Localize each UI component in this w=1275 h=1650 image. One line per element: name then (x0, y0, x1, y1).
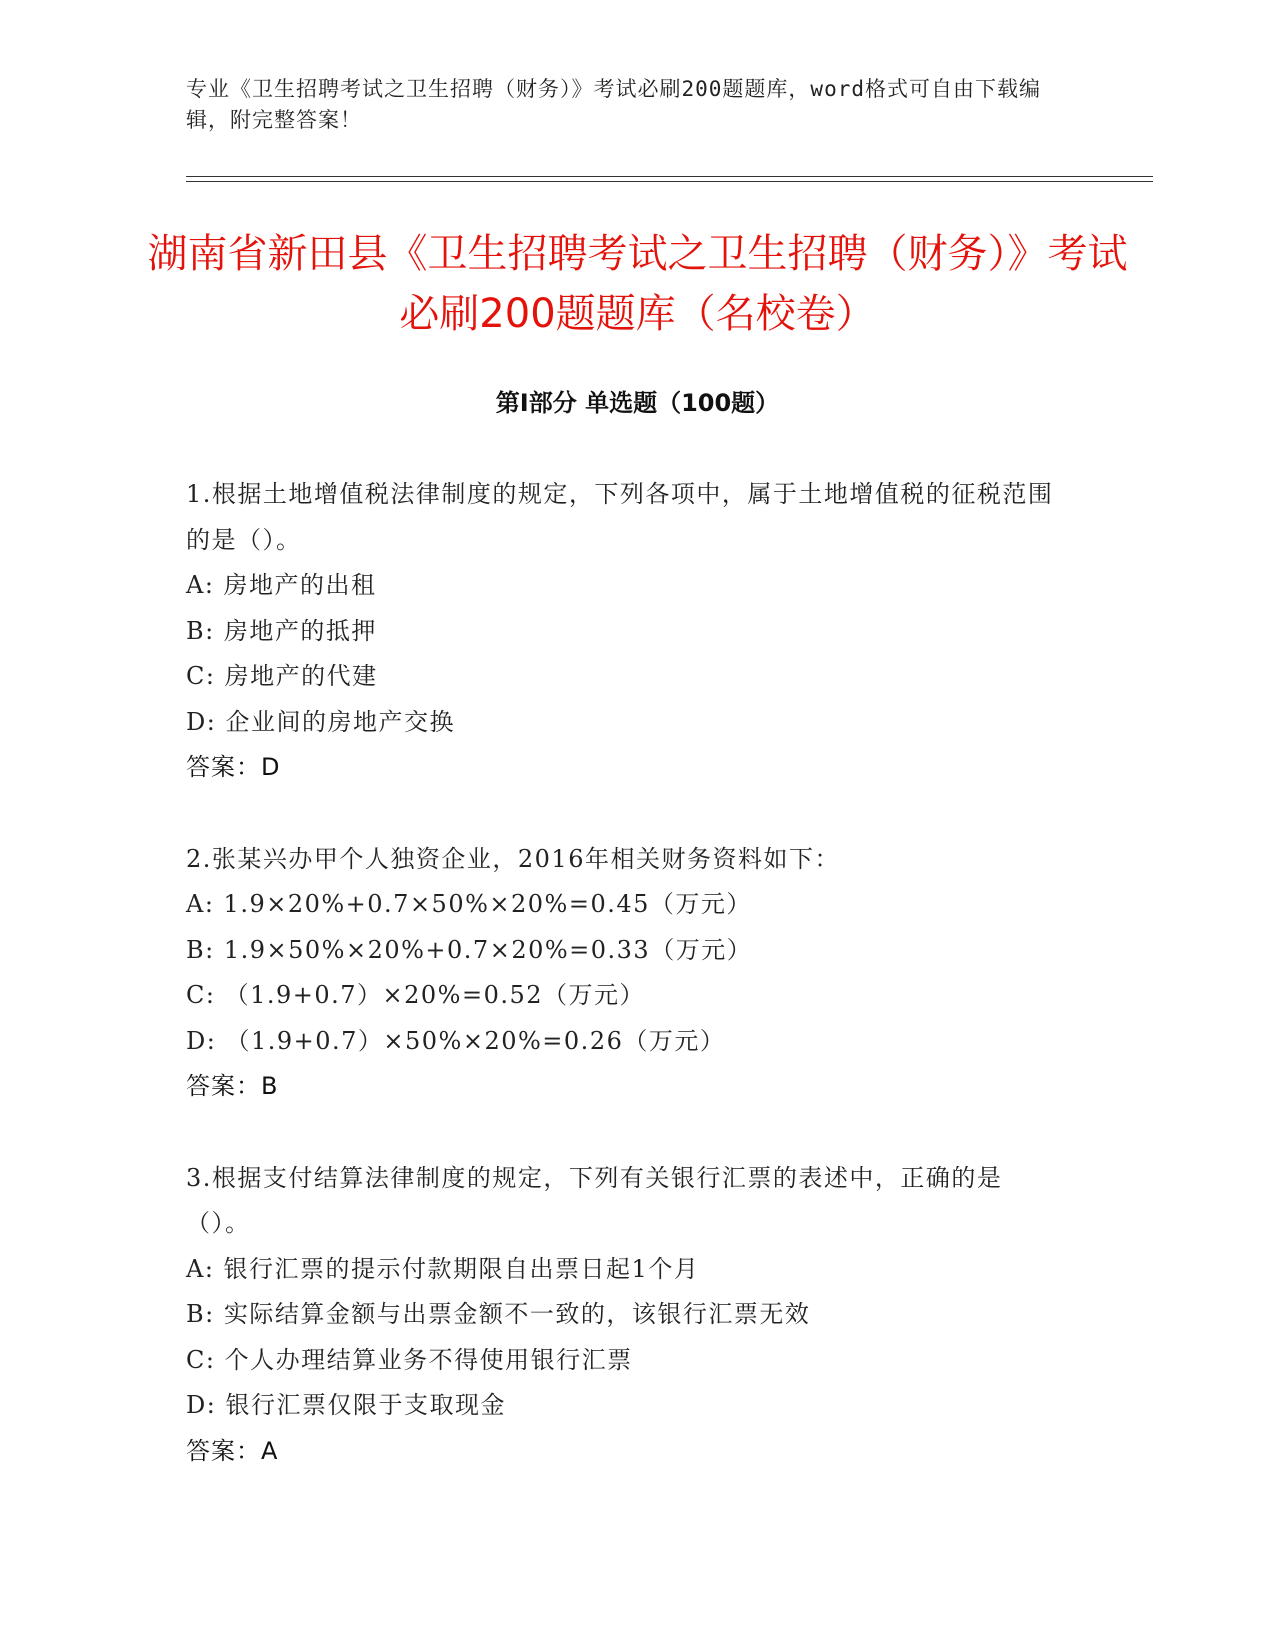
option-c: C: （1.9+0.7）×20%=0.52（万元） (186, 981, 646, 1009)
header-divider-bottom (186, 181, 1153, 182)
section-heading: 第I部分 单选题（100题） (495, 389, 780, 417)
document-title: 湖南省新田县《卫生招聘考试之卫生招聘（财务）》考试必刷200题题库（名校卷） (147, 231, 1128, 337)
option-a: A: 1.9×20%+0.7×50%×20%=0.45（万元） (186, 890, 752, 918)
answer: 答案：B (186, 1072, 279, 1100)
question-3 (186, 1156, 1066, 1475)
header-note: 专业《卫生招聘考试之卫生招聘（财务）》考试必刷200题题库，word格式可自由下载编辑，附完整答案！ (186, 77, 1041, 132)
option-c: C: 个人办理结算业务不得使用银行汇票 (186, 1345, 633, 1374)
question-list (186, 472, 1066, 1520)
option-d: D: （1.9+0.7）×50%×20%=0.26（万元） (186, 1026, 726, 1055)
question-stem: 2.张某兴办甲个人独资企业，2016年相关财务资料如下： (186, 844, 840, 873)
question-stem: 1.根据土地增值税法律制度的规定，下列各项中，属于土地增值税的征税范围的是（）。 (186, 480, 1054, 554)
option-a: A: 银行汇票的提示付款期限自出票日起1个月 (186, 1254, 700, 1283)
header-divider-top (186, 176, 1153, 177)
answer: 答案：D (186, 753, 281, 781)
answer: 答案：A (186, 1436, 279, 1465)
question-1 (186, 472, 1066, 791)
option-b: B: 房地产的抵押 (186, 616, 377, 645)
option-b: B: 实际结算金额与出票金额不一致的，该银行汇票无效 (186, 1300, 811, 1328)
option-d: D: 银行汇票仅限于支取现金 (186, 1391, 506, 1419)
option-a: A: 房地产的出租 (186, 571, 377, 599)
question-2 (186, 837, 1066, 1110)
question-stem: 3.根据支付结算法律制度的规定，下列有关银行汇票的表述中，正确的是（）。 (186, 1163, 1003, 1237)
option-c: C: 房地产的代建 (186, 662, 378, 690)
option-b: B: 1.9×50%×20%+0.7×20%=0.33（万元） (186, 935, 753, 964)
option-d: D: 企业间的房地产交换 (186, 707, 455, 736)
